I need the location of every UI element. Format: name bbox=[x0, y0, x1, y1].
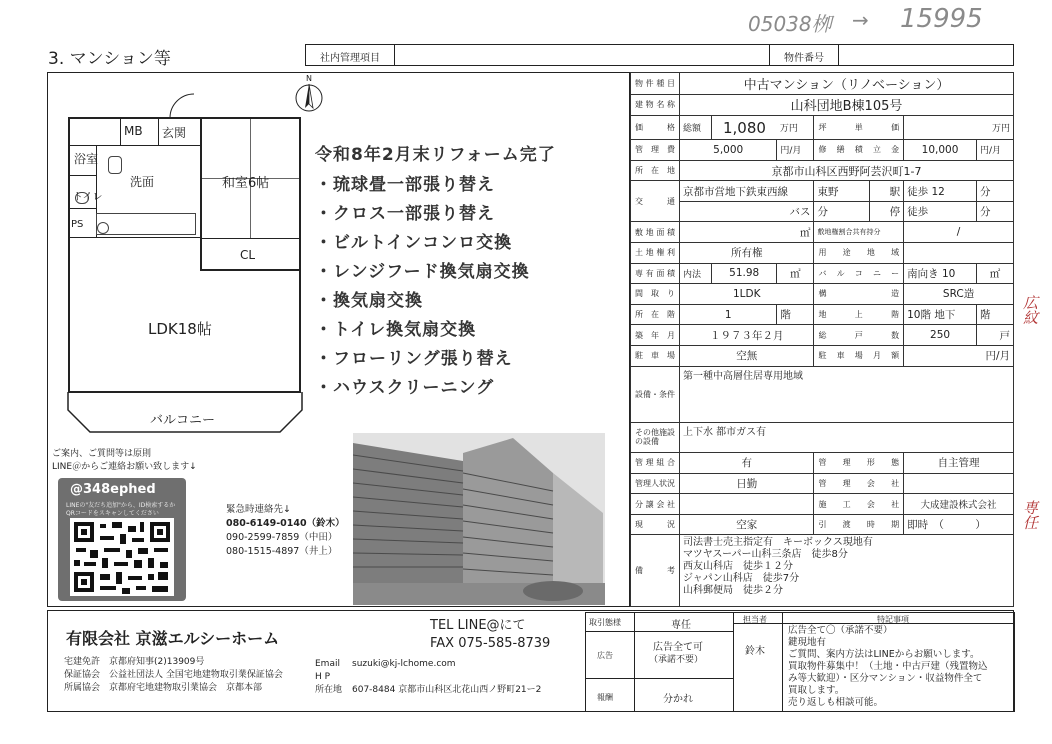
mode-label: 取引態様 bbox=[589, 618, 621, 627]
contact-line2: LINE＠からご連絡お願い致します↓ bbox=[52, 462, 197, 472]
ad-label: 広告 bbox=[597, 651, 613, 660]
label-mgmt-fee: 管理費 bbox=[631, 140, 680, 161]
floor: 1 bbox=[680, 304, 777, 325]
special-notes bbox=[788, 625, 1013, 709]
note-line: 鍵現地有 bbox=[788, 637, 827, 648]
structure: SRC造 bbox=[904, 284, 1014, 305]
remark-line: 司法書士売主指定有 キーボックス現地有 bbox=[683, 537, 873, 549]
remark-line: 山科郵便局 徒歩２分 bbox=[683, 585, 783, 597]
walk2-label: 徒歩 bbox=[904, 201, 977, 222]
label-name: 建物名称 bbox=[631, 94, 680, 116]
parking-fee-unit: 円/月 bbox=[904, 345, 1014, 366]
property-number-label: 物件番号 bbox=[769, 44, 839, 66]
line-id: @348ephed bbox=[70, 482, 156, 497]
handwritten-number: 15995 bbox=[900, 4, 983, 34]
reform-title: 令和8年2月末リフォーム完了 bbox=[315, 145, 556, 165]
room-wash: 洗面 bbox=[130, 175, 155, 189]
label-builder: 施工会社 bbox=[814, 494, 904, 515]
reform-item: ・ビルトインコンロ交換 bbox=[315, 233, 513, 253]
remarks bbox=[680, 535, 1014, 607]
internal-management-box bbox=[305, 44, 770, 66]
room-ldk: LDK18帖 bbox=[148, 320, 212, 338]
ad: 広告全て可 bbox=[653, 642, 703, 653]
internal-label-cell: 社内管理項目 bbox=[305, 44, 395, 66]
stop-label: 停 bbox=[869, 201, 904, 222]
company-info bbox=[64, 656, 283, 695]
balcony-orientation: 南向き 10 bbox=[904, 263, 977, 284]
room-cl: CL bbox=[240, 248, 256, 262]
floor-unit: 階 bbox=[777, 304, 814, 325]
handwritten-right2: 専任 bbox=[1021, 500, 1039, 530]
label-below: 地下 bbox=[934, 309, 956, 322]
label-land-right: 土地権利 bbox=[631, 243, 680, 264]
label-floor: 所在階 bbox=[631, 304, 680, 325]
mgmt-fee-unit: 円/月 bbox=[777, 140, 814, 161]
contact-note bbox=[52, 448, 197, 474]
handwritten-ref: 05038栁 bbox=[748, 12, 832, 36]
area-unit: ㎡ bbox=[777, 263, 814, 284]
label-area: 専有面積 bbox=[631, 263, 680, 284]
handwritten-right1: 広紋 bbox=[1021, 295, 1039, 325]
label-repair: 修繕積立金 bbox=[814, 140, 904, 161]
bus-min: 分 bbox=[814, 201, 869, 222]
room-entrance: 玄関 bbox=[162, 126, 187, 140]
label-price: 価格 bbox=[631, 116, 680, 140]
emergency-title: 緊急時連絡先↓ bbox=[226, 504, 291, 515]
note-line: ご質問、案内方法はLINEからお願いします。 bbox=[788, 649, 980, 660]
repair-fund: 10,000 bbox=[904, 140, 977, 161]
room-washitsu: 和室6帖 bbox=[222, 176, 270, 191]
reform-item: ・レンジフード換気扇交換 bbox=[315, 262, 530, 282]
qr-code-icon[interactable] bbox=[70, 518, 174, 596]
label-type: 物件種目 bbox=[631, 73, 680, 95]
label-units: 総戸数 bbox=[814, 325, 904, 346]
reform-item: ・フローリング張り替え bbox=[315, 349, 513, 369]
label-parking: 駐車場 bbox=[631, 345, 680, 366]
contact-line1: ご案内、ご質問等は原則 bbox=[52, 449, 152, 459]
label-balcony: バルコニー bbox=[814, 263, 904, 284]
other-facilities: 上下水 都市ガス有 bbox=[680, 422, 1014, 452]
station-suffix: 駅 bbox=[869, 181, 904, 202]
room-mb: MB bbox=[124, 124, 143, 138]
email[interactable]: suzuki@kj-lchome.com bbox=[352, 659, 456, 669]
association: 所属協会 京都府宅地建物取引業協会 京都本部 bbox=[64, 683, 263, 693]
remark-line: 西友山科店 徒歩１２分 bbox=[683, 561, 793, 573]
room-bath: 浴室 bbox=[74, 152, 99, 166]
station: 東野 bbox=[814, 181, 869, 202]
qr-hint2: QRコードをスキャンしてください bbox=[66, 510, 159, 517]
label-remarks: 備考 bbox=[631, 535, 680, 607]
reform-item: ・クロス一部張り替え bbox=[315, 204, 495, 224]
staff-label: 担当者 bbox=[743, 615, 767, 624]
remark-line: ジャパン山科店 徒歩7分 bbox=[683, 573, 800, 585]
note-line: み等大歓迎）・区分マンション・収益物件全て bbox=[788, 673, 983, 684]
addr-label: 所在地 bbox=[315, 685, 343, 695]
label-zoning: 用途地域 bbox=[814, 243, 904, 264]
balcony-area: 10 bbox=[941, 267, 956, 280]
mgmt-type: 自主管理 bbox=[904, 453, 1014, 474]
label-mgmt-type: 管理形態 bbox=[814, 453, 904, 474]
label-site-share: 敷地権割合共有持分 bbox=[814, 222, 904, 243]
phone-suzuki: 080-6149-0140（鈴木） bbox=[226, 518, 345, 529]
label-transport: 交通 bbox=[631, 181, 680, 222]
below-unit: 階 bbox=[976, 304, 1013, 325]
reform-section bbox=[315, 140, 625, 398]
property-type: 中古マンション（リノベーション） bbox=[680, 73, 1014, 95]
delivery: 即時 （ ） bbox=[904, 514, 1014, 535]
repair-unit: 円/月 bbox=[976, 140, 1013, 161]
address: 京都市山科区西野阿芸沢町1-7 bbox=[680, 160, 1014, 181]
label-union: 管理組合 bbox=[631, 453, 680, 474]
floor-area: 51.98 bbox=[712, 263, 777, 284]
phone-inoue: 080-1515-4897（井上） bbox=[226, 546, 338, 557]
emergency-contact bbox=[226, 503, 345, 559]
staff: 鈴木 bbox=[745, 646, 765, 657]
floors-above: 10階 地下 bbox=[904, 304, 977, 325]
notes-label: 特記事項 bbox=[877, 615, 909, 624]
room-toilet: トイレ bbox=[73, 192, 103, 203]
note-line: 買取します。 bbox=[788, 685, 845, 696]
label-address: 所在地 bbox=[631, 160, 680, 181]
units-unit: 戸 bbox=[976, 325, 1013, 346]
reform-item: ・トイレ換気扇交換 bbox=[315, 320, 477, 340]
addr: 607-8484 京都市山科区北花山西ノ野町21ー2 bbox=[352, 685, 542, 695]
handwritten-arrow: → bbox=[852, 8, 869, 32]
mgmt-fee: 5,000 bbox=[680, 140, 777, 161]
ad-note: （承諾不要） bbox=[649, 655, 704, 665]
fee-label: 報酬 bbox=[597, 693, 613, 702]
building-photo bbox=[353, 433, 605, 605]
layout: 1LDK bbox=[680, 284, 814, 305]
fax: FAX 075-585-8739 bbox=[430, 636, 551, 651]
label-mgmt-status: 管理人状況 bbox=[631, 473, 680, 494]
train-line: 京都市営地下鉄東西線 bbox=[680, 181, 814, 202]
note-line: 買取物件募集中！（土地・中古戸建（残置物込 bbox=[788, 661, 988, 672]
min2-label: 分 bbox=[976, 201, 1013, 222]
company-name: 有限会社 京滋エルシーホーム bbox=[66, 629, 280, 648]
balcony-unit: ㎡ bbox=[976, 263, 1013, 284]
site-area-unit: ㎡ bbox=[680, 222, 814, 243]
label-mgmt-co: 管理会社 bbox=[814, 473, 904, 494]
label-unit-price: 坪単価 bbox=[814, 116, 904, 140]
email-label: Email bbox=[315, 659, 340, 669]
reform-item: ・琉球畳一部張り替え bbox=[315, 175, 495, 195]
note-line: 広告全て〇（承諾不要） bbox=[788, 625, 893, 636]
mgmt-status: 日勤 bbox=[680, 473, 814, 494]
label-above: 地上階 bbox=[814, 304, 904, 325]
section-title: 3. マンション等 bbox=[48, 49, 171, 69]
room-ps: PS bbox=[71, 219, 84, 230]
transaction-mode: 専任 bbox=[671, 620, 691, 631]
tel: TEL LINE@にて bbox=[430, 618, 526, 633]
bus-label: バス bbox=[680, 201, 814, 222]
builder: 大成建設株式会社 bbox=[904, 494, 1014, 515]
transaction-table bbox=[585, 612, 1015, 712]
built-date: １９７３年２月 bbox=[680, 325, 814, 346]
footer-contact bbox=[315, 658, 541, 697]
walk-label: 徒歩 12 bbox=[904, 181, 977, 202]
union: 有 bbox=[680, 453, 814, 474]
reform-item: ・ハウスクリーニング bbox=[315, 378, 495, 398]
hp-label: H P bbox=[315, 672, 331, 682]
label-built: 築年月 bbox=[631, 325, 680, 346]
walk-min: 12 bbox=[931, 185, 945, 198]
guarantee: 保証協会 公益社団法人 全国宅地建物取引業保証協会 bbox=[64, 670, 283, 680]
spec-table bbox=[630, 72, 1014, 607]
parking: 空無 bbox=[680, 345, 814, 366]
land-right: 所有権 bbox=[680, 243, 814, 264]
room-balcony: バルコニー bbox=[150, 413, 216, 428]
north-compass-icon bbox=[294, 74, 324, 114]
label-seller: 分譲会社 bbox=[631, 494, 680, 515]
price-total: 1,080 bbox=[712, 116, 777, 140]
note-line: 売り返しも相談可能。 bbox=[788, 697, 884, 708]
fee: 分かれ bbox=[663, 694, 693, 705]
label-parking-fee: 駐車場月額 bbox=[814, 345, 904, 366]
label-current: 現況 bbox=[631, 514, 680, 535]
remark-line: マツヤスーパー山科三条店 徒歩8分 bbox=[683, 549, 848, 561]
label-structure: 構造 bbox=[814, 284, 904, 305]
label-other: その他施設の設備 bbox=[631, 422, 680, 452]
total-units: 250 bbox=[904, 325, 977, 346]
label-total: 総額 bbox=[680, 116, 712, 140]
north-label: N bbox=[306, 74, 312, 83]
min-label: 分 bbox=[976, 181, 1013, 202]
conditions: 第一種中高層住居専用地域 bbox=[680, 366, 1014, 422]
current-status: 空家 bbox=[680, 514, 814, 535]
phone-nakata: 090-2599-7859（中田） bbox=[226, 532, 338, 543]
reform-item: ・換気扇交換 bbox=[315, 291, 423, 311]
label-layout: 間取り bbox=[631, 284, 680, 305]
property-number-box bbox=[769, 44, 1014, 66]
inner-label: 内法 bbox=[680, 263, 712, 284]
label-delivery: 引渡時期 bbox=[814, 514, 904, 535]
line-qr-card bbox=[58, 478, 186, 601]
label-site-area: 敷地面積 bbox=[631, 222, 680, 243]
unit-price-unit: 万円 bbox=[904, 116, 1014, 140]
license: 宅建免許 京都府知事(2)13909号 bbox=[64, 657, 205, 667]
label-conditions: 設備・条件 bbox=[631, 366, 680, 422]
price-unit: 万円 bbox=[777, 116, 814, 140]
site-share: / bbox=[904, 222, 1014, 243]
qr-hint1: LINEの"友だち追加"から、ID検索するか bbox=[66, 502, 176, 509]
building-name: 山科団地B棟105号 bbox=[680, 94, 1014, 116]
